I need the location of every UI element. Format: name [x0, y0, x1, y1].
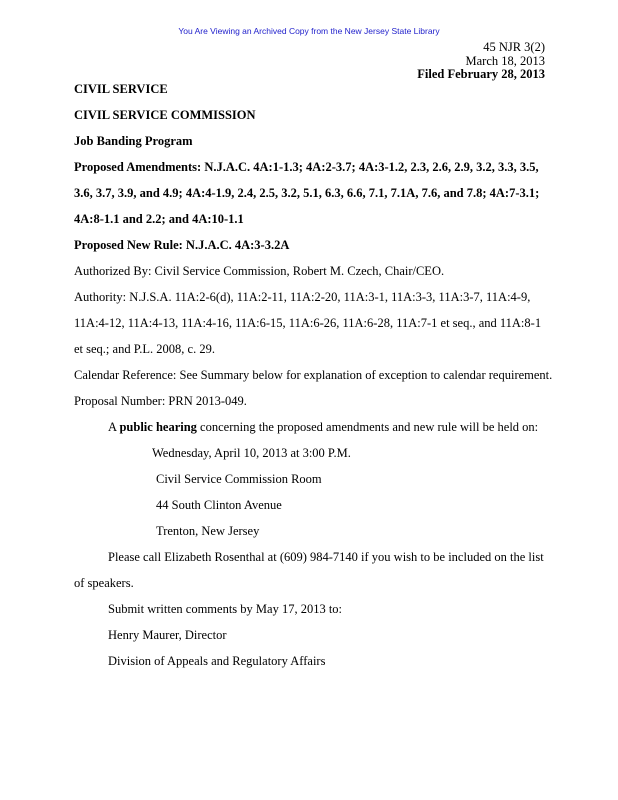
hearing-street: 44 South Clinton Avenue [156, 498, 282, 512]
program-heading: Job Banding Program [74, 134, 193, 148]
agency-heading: CIVIL SERVICE COMMISSION [74, 108, 256, 122]
contact-division: Division of Appeals and Regulatory Affairs [108, 654, 326, 668]
hearing-prefix: A [108, 420, 120, 434]
hearing-suffix: concerning the proposed amendments and new rule will be held on: [196, 420, 539, 434]
publication-date: March 18, 2013 [465, 54, 545, 68]
hearing-city: Trenton, New Jersey [156, 524, 260, 538]
department-heading: CIVIL SERVICE [74, 82, 168, 96]
proposed-new-rule: Proposed New Rule: N.J.A.C. 4A:3-3.2A [74, 238, 290, 252]
document-body [74, 76, 553, 674]
hearing-notice [74, 414, 550, 440]
proposal-number: Proposal Number: PRN 2013-049. [74, 394, 247, 408]
filed-date: Filed February 28, 2013 [417, 67, 545, 81]
contact-name: Henry Maurer, Director [108, 628, 227, 642]
archive-banner: You Are Viewing an Archived Copy from the New Jersey State Library [178, 26, 440, 36]
submit-instructions: Submit written comments by May 17, 2013 to: [108, 602, 343, 616]
hearing-room: Civil Service Commission Room [156, 472, 322, 486]
public-hearing-label: public hearing [119, 420, 197, 434]
call-instructions: Please call Elizabeth Rosenthal at (609) 984-7140 if you wish to be included on the list of speakers. [74, 550, 544, 590]
authorized-by: Authorized By: Civil Service Commission, Robert M. Czech, Chair/CEO. [74, 264, 445, 278]
proposed-amendments: Proposed Amendments: N.J.A.C. 4A:1-1.3; 4A:2-3.7; 4A:3-1.2, 2.3, 2.6, 2.9, 3.2, 3.3, 3.5, 3.6, 3.7, 3.9, and 4.9; 4A:4-1.9, 2.4, 2.5, 3.2, 5.1, 6.3, 6.6, 7.1, 7.1A, 7.6, and 7.8; 4A:7-3.1; 4A:8-1.1 and 2.2; and 4A:10-1.1 [74, 160, 540, 226]
hearing-datetime: Wednesday, April 10, 2013 at 3:00 P.M. [152, 446, 351, 460]
calendar-reference: Calendar Reference: See Summary below for explanation of exception to calendar requirement. [74, 368, 553, 382]
citation: 45 NJR 3(2) [483, 40, 545, 54]
authority: Authority: N.J.S.A. 11A:2-6(d), 11A:2-11, 11A:2-20, 11A:3-1, 11A:3-3, 11A:3-7, 11A:4-9, 11A:4-12, 11A:4-13, 11A:4-16, 11A:6-15, 11A:6-26, 11A:6-28, 11A:7-1 et seq., and 11A:8-1 et seq.; and P.L. 2008, c. 29. [74, 290, 542, 356]
